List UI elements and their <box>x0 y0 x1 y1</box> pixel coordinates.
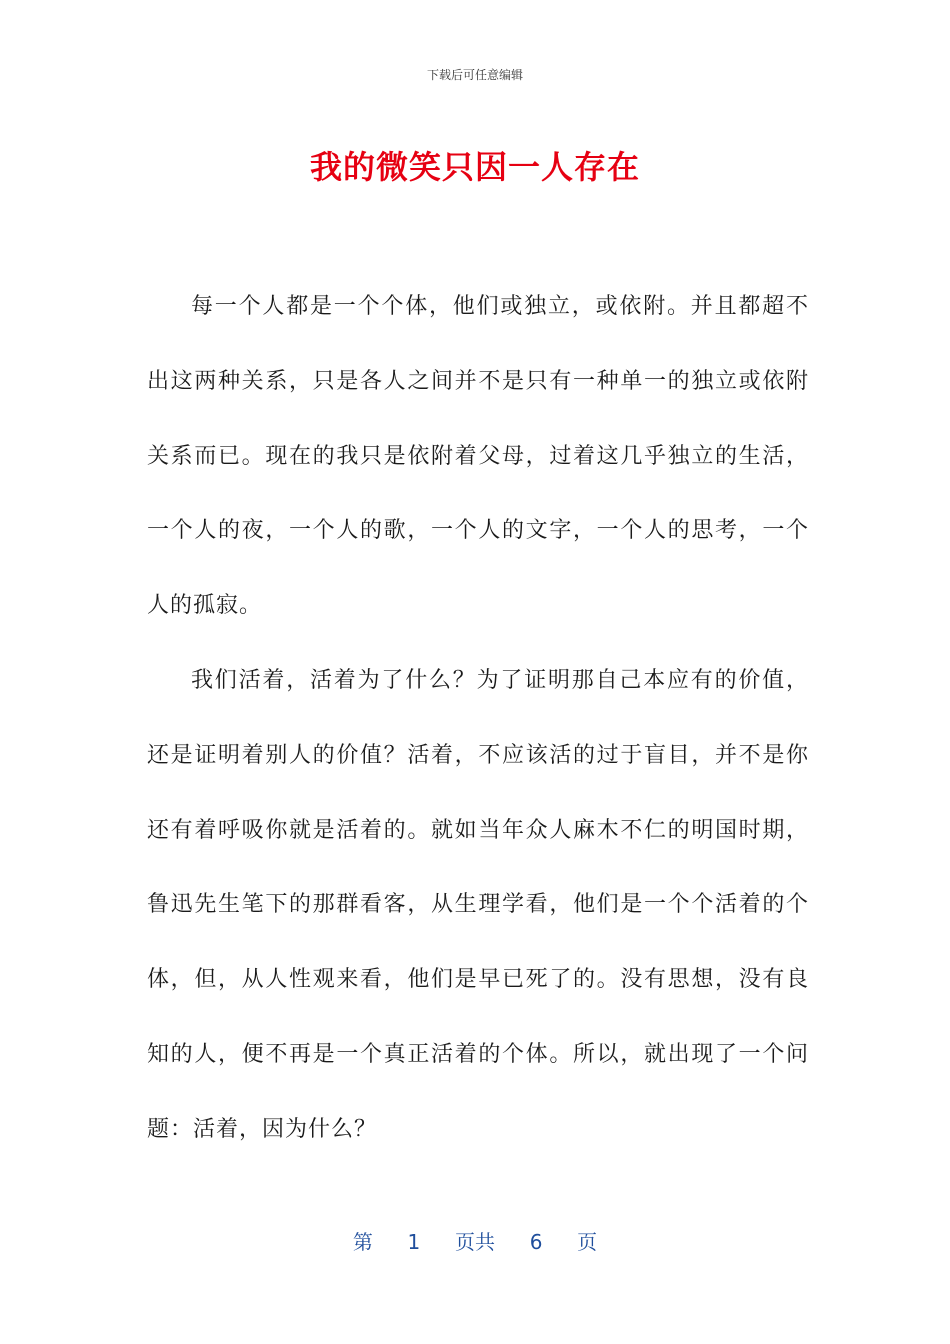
paragraph-2: 我们活着，活着为了什么？为了证明那自己本应有的价值，还是证明着别人的价值？活着，不应该活的过于盲目，并不是你还有着呼吸你就是活着的。就如当年众人麻木不仁的明国时期，鲁迅先生笔下的那群看客，从生理学看，他们是一个个活着的个体，但，从人性观来看，他们是早已死了的。没有思想，没有良知的人，便不再是一个真正活着的个体。所以，就出现了一个问题：活着，因为什么？ <box>147 667 809 1142</box>
document-title: 我的微笑只因一人存在 <box>309 148 640 186</box>
page-total: 6 <box>529 1230 543 1254</box>
page-middle: 页共 <box>455 1230 495 1254</box>
page-suffix: 页 <box>577 1230 598 1254</box>
page-prefix: 第 <box>352 1230 373 1254</box>
page-number: 1 <box>407 1230 421 1254</box>
header-note: 下载后可任意编辑 <box>426 68 523 82</box>
document-body <box>147 270 809 1168</box>
page-footer <box>0 1226 950 1255</box>
paragraph-1: 每一个人都是一个个体，他们或独立，或依附。并且都超不出这两种关系，只是各人之间并不是只有一种单一的独立或依附关系而已。现在的我只是依附着父母，过着这几乎独立的生活，一个人的夜，一个人的歌，一个人的文字，一个人的思考，一个人的孤寂。 <box>147 294 809 619</box>
